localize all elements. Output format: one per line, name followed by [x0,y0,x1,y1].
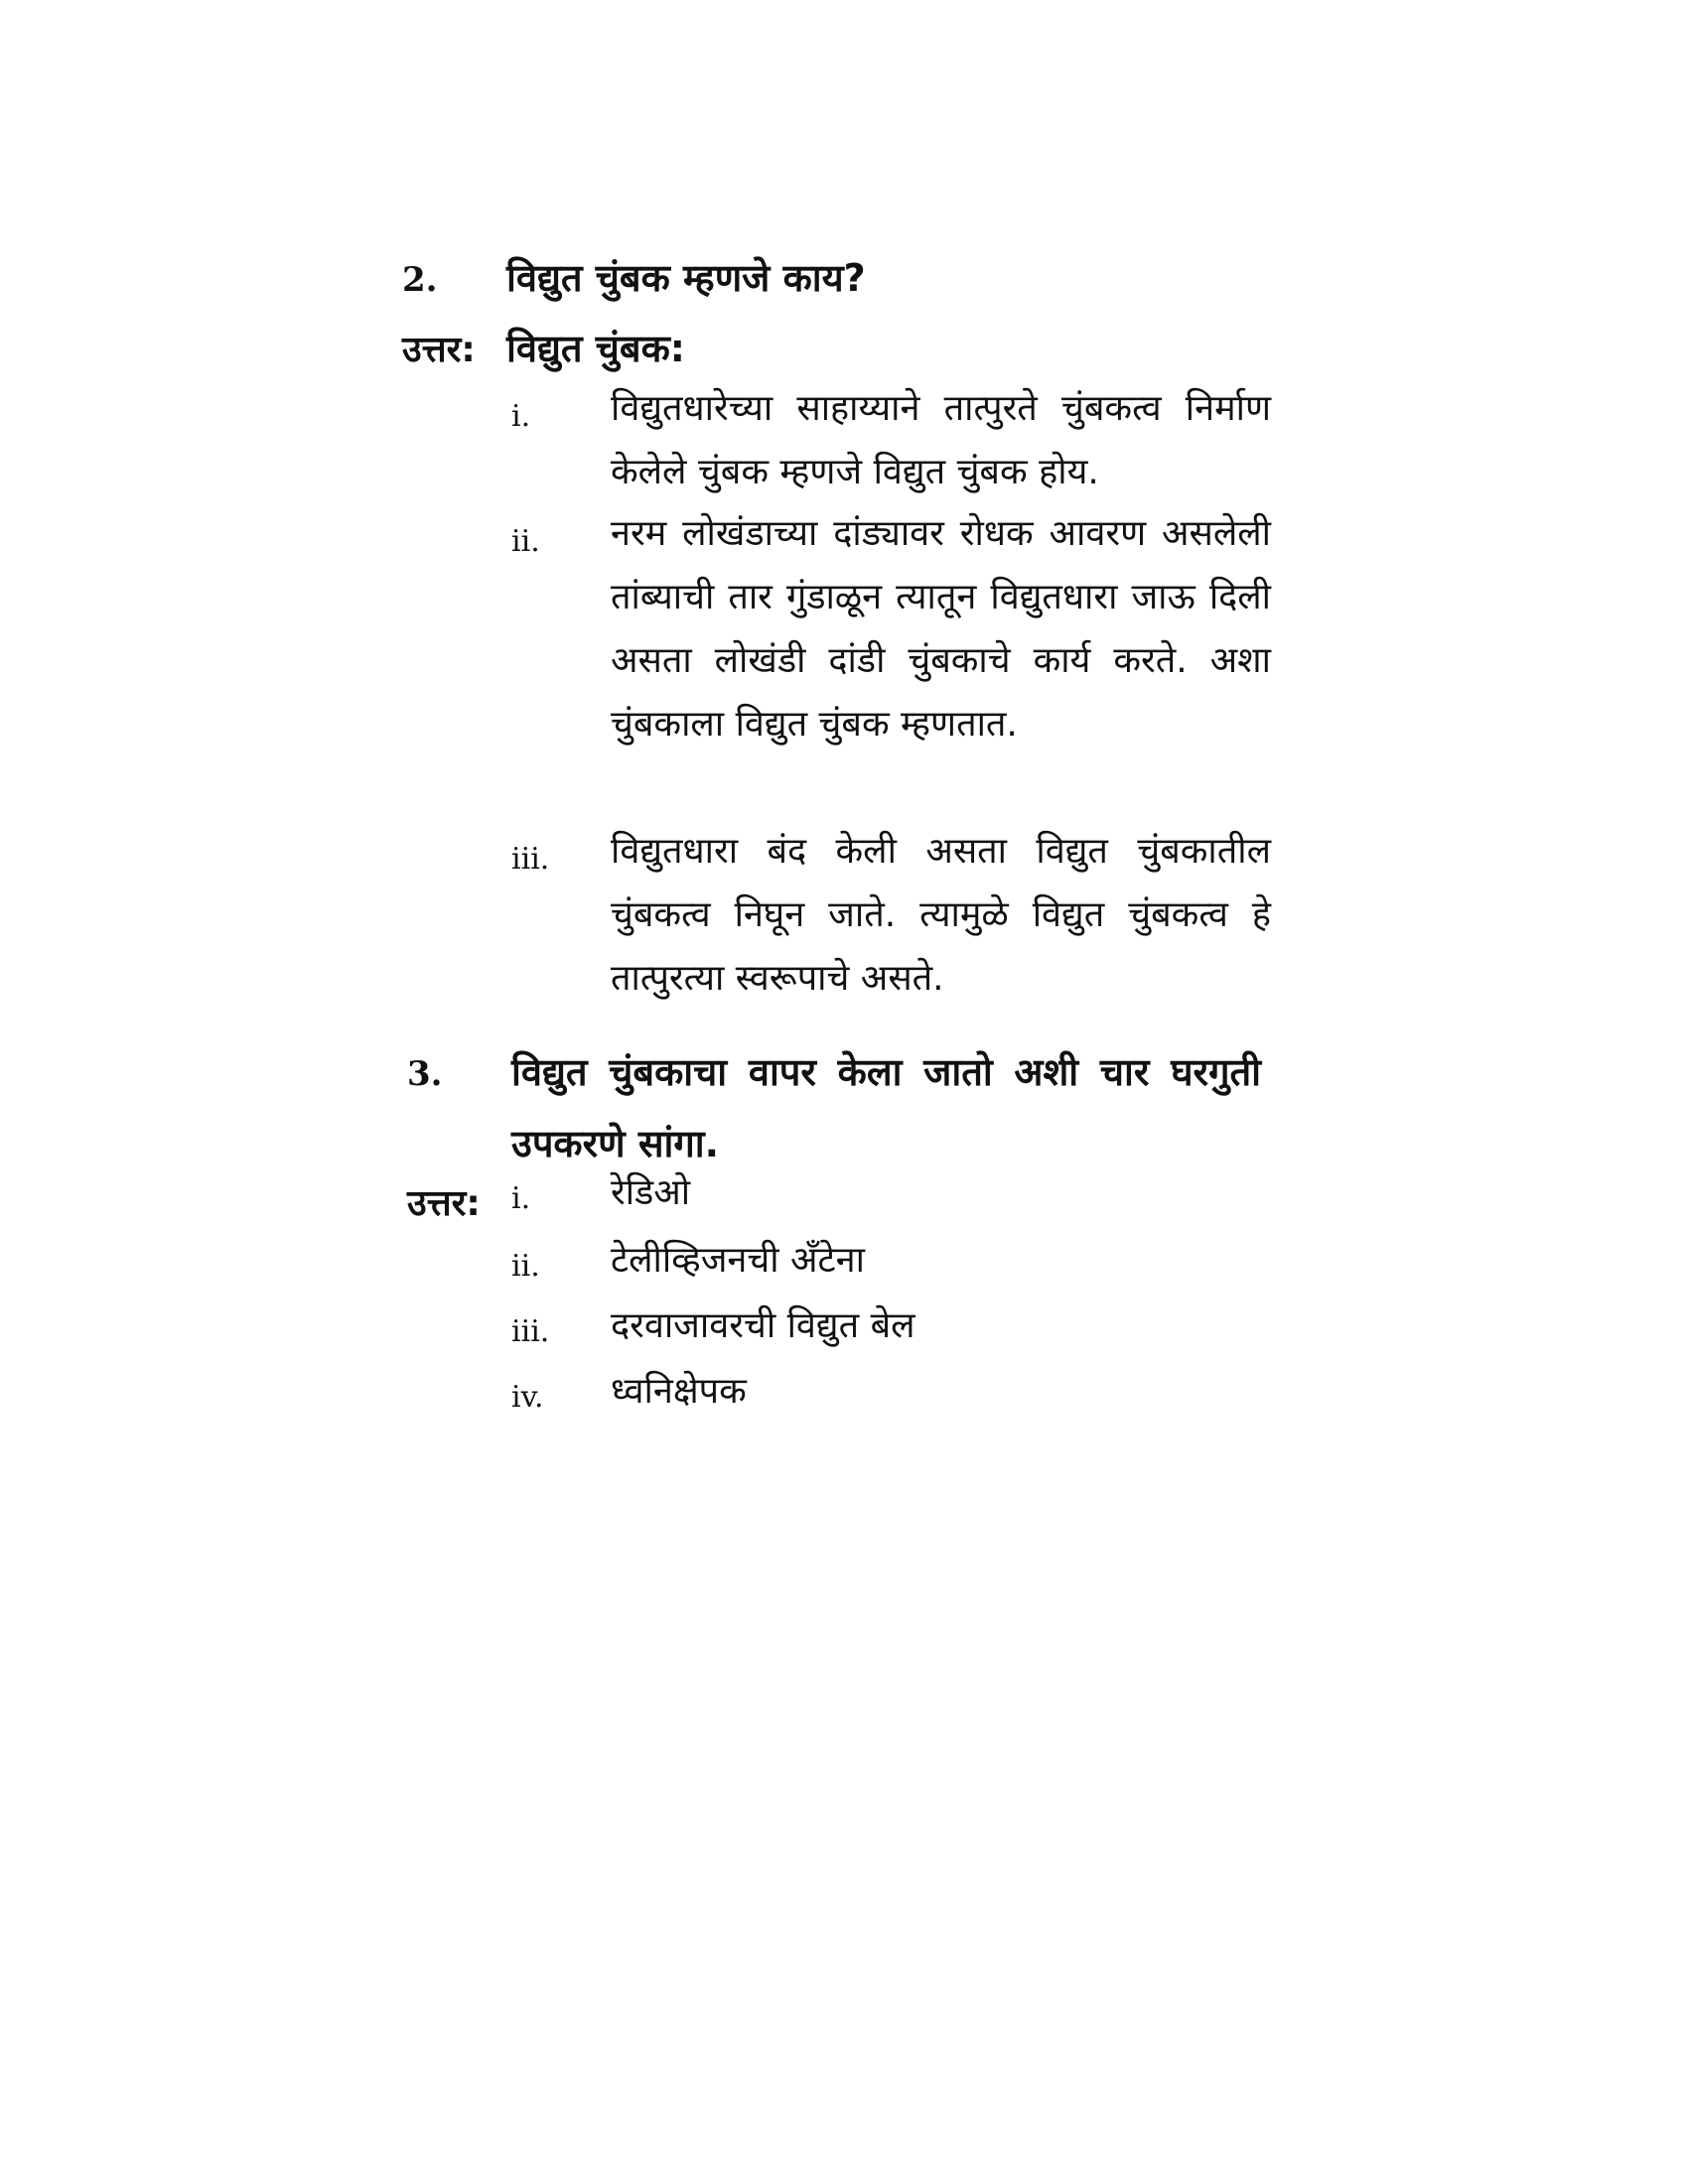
question-2-point-2-numeral: ii. [511,524,540,559]
question-3-point-4-text: ध्वनिक्षेपक [611,1371,747,1412]
question-2-point-1-numeral: i. [511,399,531,434]
question-3-point-1-text: रेडिओ [611,1172,691,1213]
question-3-answer-label: उत्तर: [407,1183,481,1224]
question-2-text: विद्युत चुंबक म्हणजे काय? [506,256,866,300]
question-3-point-4-numeral: iv. [511,1380,544,1415]
question-3-point-2-numeral: ii. [511,1249,540,1284]
question-2-answer-label: उत्तर: [402,330,476,370]
question-3-point-1-numeral: i. [511,1181,531,1216]
question-3-text: विद्युत चुंबकाचा वापर केला जातो अशी चार घरगुती उपकरणे सांगा. [511,1050,1261,1165]
question-2-point-3-text: विद्युतधारा बंद केली असता विद्युत चुंबकातील चुंबकत्व निघून जाते. त्यामुळे विद्युत चुंबकत्व हे तात्पुरत्या स्वरूपाचे असते. [611,831,1271,999]
question-2-point-3-numeral: iii. [511,842,550,877]
question-3-point-3-numeral: iii. [511,1314,550,1349]
question-2-point-2-text: नरम लोखंडाच्या दांड्यावर रोधक आवरण असलेली तांब्याची तार गुंडाळून त्यातून विद्युतधारा जाऊ दिली असता लोखंडी दांडी चुंबकाचे कार्य करते. अशा चुंबकाला विद्युत चुंबक म्हणतात. [611,513,1271,745]
question-3-point-3-text: दरवाजावरची विद्युत बेल [611,1305,915,1346]
question-2-point-1-text: विद्युतधारेच्या साहाय्याने तात्पुरते चुंबकत्व निर्माण केलेले चुंबक म्हणजे विद्युत चुंबक होय. [611,388,1271,492]
question-2-answer-heading: विद्युत चुंबक: [506,327,686,370]
question-3-number: 3. [407,1054,443,1094]
question-2-number: 2. [402,260,438,300]
question-3-point-2-text: टेलीव्हिजनची अँटेना [611,1240,865,1281]
